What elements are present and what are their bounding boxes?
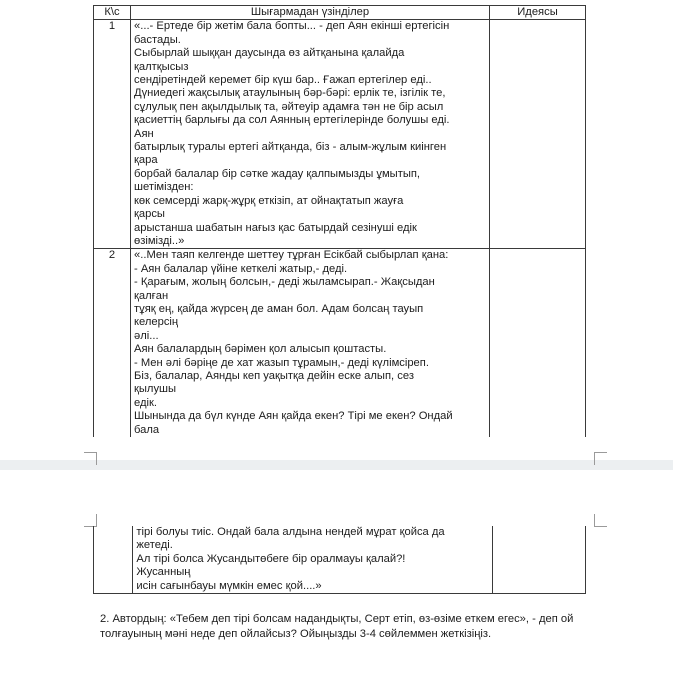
row-number: 2: [94, 249, 131, 437]
excerpt-line: Аян балалардың бәрімен қол алысып қоштасты.: [134, 343, 387, 356]
excerpt-line: Сыбырлай шыққан даусында өз айтқанына қалайда: [134, 47, 405, 60]
header-ideas: Идеясы: [490, 6, 586, 20]
excerpt-line: сұлулық пен ақылдылық та, әйтеуір адамға тән не бір асыл: [134, 100, 444, 113]
question-text: 2. Автордың: «Тебем деп тірі болсам надандықты, Серт етіп, өз-өзіме еткем егес», - деп ой толғауының мәні неде деп ойлайсыз? Ойыңызды 3-4 сөйлеммен жеткізіңіз.: [100, 613, 574, 640]
table-row: [94, 526, 586, 594]
excerpt-line: батырлық туралы ертегі айтқанда, біз - алым-жұлым киінген: [134, 141, 447, 154]
excerpt-line: Жусанның: [136, 566, 191, 579]
ideas-cell[interactable]: [493, 526, 586, 594]
excerpt-line: көк семсерді жарқ-жұрқ еткізіп, ат ойнақтатып жауға: [134, 194, 404, 207]
excerpt-line: бала: [134, 423, 160, 436]
excerpt-line: Шынында да бүл күнде Аян қайда екен? Тірі ме екен? Ондай: [134, 410, 453, 423]
excerpt-line: - Қарағым, жолың болсын,- деді жыламсырап.- Жақсыдан: [134, 276, 435, 289]
excerpt-line: қалтқысыз: [134, 60, 189, 73]
excerpts-table: [93, 5, 586, 437]
excerpt-line: қасиеттің барлығы да сол Аянның ертегілерінде болушы еді.: [134, 114, 450, 127]
excerpt-cell: [133, 526, 493, 594]
page-corner-mark: [594, 452, 607, 465]
excerpt-line: шетімізден:: [134, 181, 194, 194]
excerpt-line: исін сағынбауы мүмкін емес қой....»: [136, 579, 322, 592]
excerpt-cell: [131, 249, 490, 437]
excerpt-line: жетеді.: [136, 539, 173, 552]
excerpt-line: - Аян балалар үйіне кеткелі жатыр,- деді.: [134, 262, 348, 275]
excerpt-line: әлі...: [134, 329, 159, 342]
excerpt-line: тұяқ ең, қайда жүрсең де аман бол. Адам болсаң тауып: [134, 302, 424, 315]
excerpt-line: өзімізді..»: [134, 234, 185, 247]
table-row: [94, 20, 586, 249]
excerpt-line: Аян: [134, 127, 154, 140]
table-header-row: [94, 6, 586, 20]
excerpt-line: «..Мен таяп келгенде шеттеу тұрған Есікбай сыбырлап қана:: [134, 249, 449, 262]
excerpt-line: бастады.: [134, 33, 181, 46]
excerpt-line: қалған: [134, 289, 169, 302]
excerpt-line: арыстанша шабатын нағыз қас батырдай сезінуші едік: [134, 221, 417, 234]
excerpt-line: келерсің: [134, 316, 179, 329]
excerpt-cell: [131, 20, 490, 249]
excerpts-table-continued: [93, 526, 586, 594]
ideas-cell[interactable]: [490, 20, 586, 249]
excerpt-line: тірі болуы тиіс. Ондай бала алдына нендей мұрат қойса да: [136, 526, 445, 538]
ideas-cell[interactable]: [490, 249, 586, 437]
row-number: 1: [94, 20, 131, 249]
excerpt-line: борбай балалар бір сәтке жадау қалпымызды ұмытып,: [134, 167, 421, 180]
excerpt-line: қарсы: [134, 208, 165, 221]
row-number-empty: [94, 526, 133, 594]
header-excerpt: Шығармадан үзінділер: [131, 6, 490, 20]
excerpt-line: қылушы: [134, 383, 177, 396]
excerpt-line: Біз, балалар, Аянды кеп уақытқа дейін еске алып, сез: [134, 369, 414, 382]
excerpt-line: Ал тірі болса Жусандытөбеге бір оралмауы қалай?!: [136, 552, 406, 565]
excerpt-line: Дүниедегі жақсылық атаулының бәр-бәрі: ерлік те, ізгілік те,: [134, 87, 446, 100]
page-corner-mark: [594, 514, 607, 527]
excerpt-line: «...- Ертеде бір жетім бала бопты... - деп Аян екінші ертегісін: [134, 20, 450, 33]
excerpt-line: едік.: [134, 396, 157, 409]
excerpt-line: қара: [134, 154, 158, 167]
excerpt-line: сендіретіндей керемет бір күш бар.. Ғажап ертегілер еді..: [134, 74, 432, 87]
page-corner-mark: [84, 452, 97, 465]
document-page-2: [0, 470, 673, 674]
table-row: [94, 249, 586, 437]
excerpt-line: - Мен әлі бәріңе де хат жазып тұрамын,- деді күлімсіреп.: [134, 356, 429, 369]
header-number: К\c: [94, 6, 131, 20]
